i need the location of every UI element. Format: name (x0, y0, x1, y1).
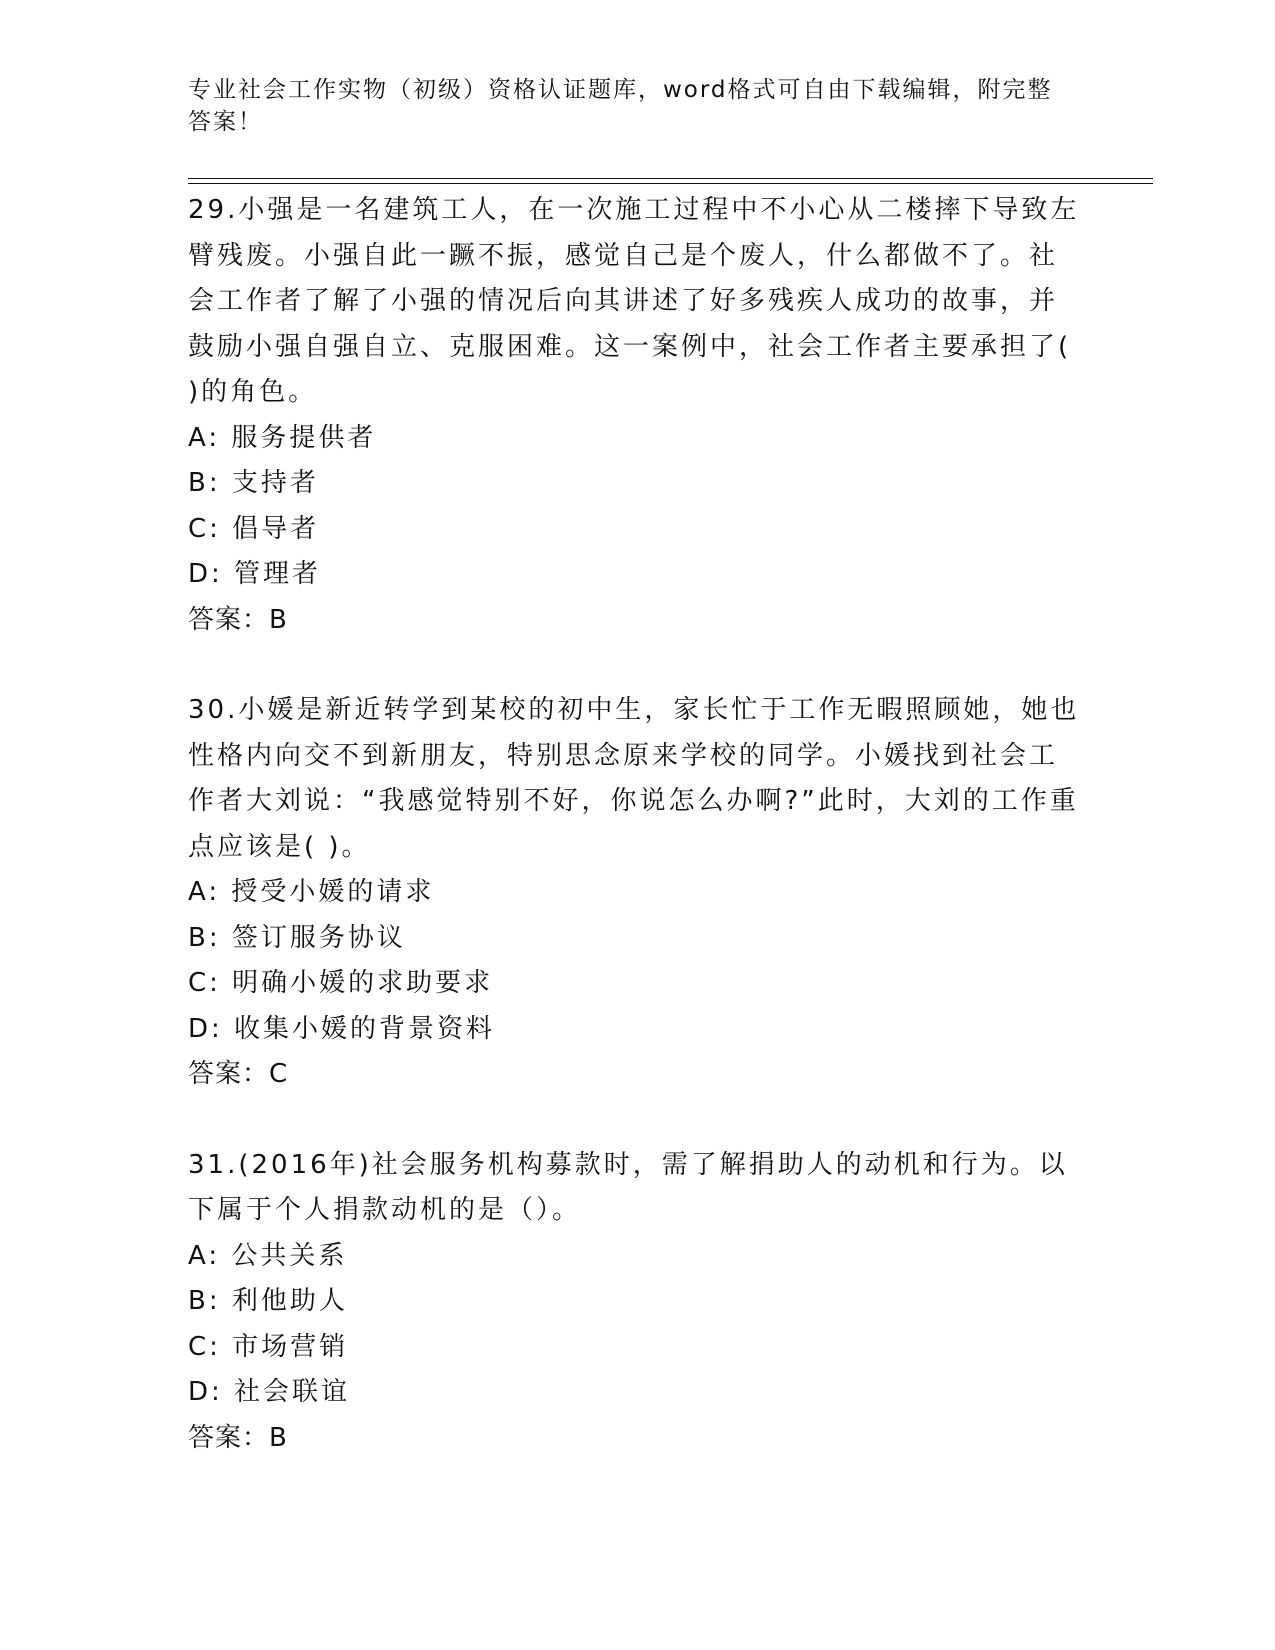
question-29 (188, 188, 1083, 643)
option-b: B: 利他助人 (188, 1286, 348, 1316)
question-30 (188, 688, 1083, 1098)
option-c: C: 市场营销 (188, 1331, 349, 1362)
question-stem: 30.小媛是新近转学到某校的初中生，家长忙于工作无暇照顾她，她也性格内向交不到新朋友，特别思念原来学校的同学。小媛找到社会工作者大刘说：“我感觉特别不好，你说怎么办啊?”此时，大刘的工作重点应该是( )。 (188, 695, 1080, 862)
question-list (188, 188, 1083, 1461)
option-d: D: 管理者 (188, 559, 322, 589)
option-b: B: 支持者 (188, 468, 319, 498)
header-divider-top (188, 178, 1153, 179)
answer-line: 答案：C (188, 1059, 289, 1089)
option-c: C: 倡导者 (188, 513, 320, 544)
answer-line: 答案：B (188, 604, 288, 635)
question-stem: 31.(2016年)社会服务机构募款时，需了解捐助人的动机和行为。以下属于个人捐款动机的是（）。 (188, 1149, 1068, 1225)
option-a: A: 授受小媛的请求 (188, 877, 435, 907)
option-a: A: 公共关系 (188, 1240, 348, 1271)
question-31 (188, 1143, 1083, 1462)
question-stem: 29.小强是一名建筑工人，在一次施工过程中不小心从二楼摔下导致左臂残废。小强自此一蹶不振，感觉自己是个废人，什么都做不了。社会工作者了解了小强的情况后向其讲述了好多残疾人成功的故事，并鼓励小强自强自立、克服困难。这一案例中，社会工作者主要承担了( )的角色。 (188, 195, 1080, 407)
question-spacer (188, 643, 1083, 688)
document-header: 专业社会工作实物（初级）资格认证题库，word格式可自由下载编辑，附完整答案！ (188, 77, 1053, 135)
question-spacer (188, 1098, 1083, 1143)
header-divider-bottom (188, 183, 1153, 184)
option-a: A: 服务提供者 (188, 422, 377, 453)
option-b: B: 签订服务协议 (188, 922, 406, 953)
option-d: D: 收集小媛的背景资料 (188, 1013, 496, 1044)
option-c: C: 明确小媛的求助要求 (188, 968, 494, 998)
option-d: D: 社会联谊 (188, 1377, 351, 1407)
answer-line: 答案：B (188, 1422, 288, 1453)
